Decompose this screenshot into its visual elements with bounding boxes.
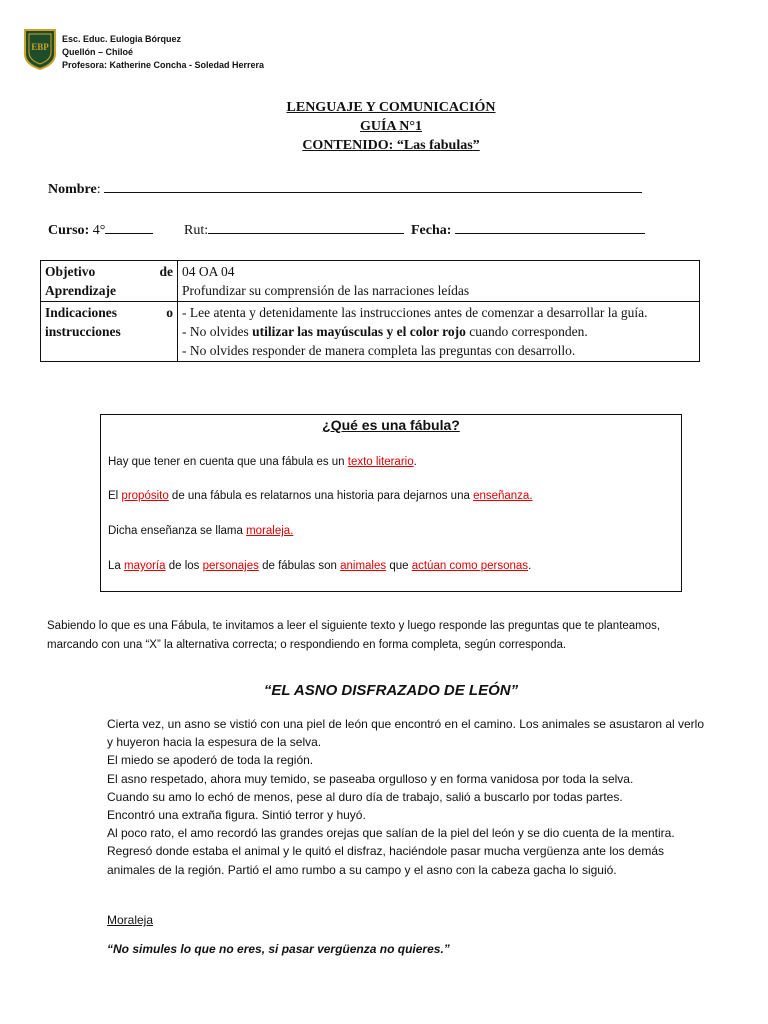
content-title: CONTENIDO: “Las fabulas” (302, 138, 480, 153)
instruction-3: - No olvides responder de manera completa las preguntas con desarrollo. (182, 343, 576, 358)
objective-text: Profundizar su comprensión de las narraciones leídas (182, 283, 470, 298)
moral-label: Moraleja (107, 913, 154, 927)
rut-row (184, 221, 404, 239)
story-paragraph: Cuando su amo lo echó de menos, pese al duro día de trabajo, salió a buscarlo por todas partes. (107, 789, 623, 804)
date-row (411, 221, 645, 239)
guide-title: GUÍA N°1 (360, 119, 422, 134)
definition-title: ¿Qué es una fábula? (322, 417, 460, 433)
story-title: “EL ASNO DISFRAZADO DE LEÓN” (263, 682, 519, 699)
instructions-value (178, 302, 700, 362)
story-paragraph: Al poco rato, el amo recordó las grandes orejas que salían de la piel del león y se dio cuenta de la mentira. (107, 826, 675, 841)
name-field[interactable] (104, 180, 642, 193)
objective-code: 04 OA 04 (182, 264, 235, 279)
objectives-table (40, 260, 700, 362)
intro-paragraph: Sabiendo lo que es una Fábula, te invitamos a leer el siguiente texto y luego responde las preguntas que te planteamos, marcando con una “X” la alternativa correcta; o respondiendo en forma completa, según corresponda. (47, 620, 661, 651)
school-city: Quellón – Chiloé (62, 47, 134, 57)
objective-value (178, 261, 700, 302)
definition-box (100, 414, 682, 592)
school-name: Esc. Educ. Eulogia Bórquez (62, 34, 182, 44)
instruction-2: - No olvides utilizar las mayúsculas y el color rojo cuando corresponden. (182, 324, 588, 339)
story-paragraph: Cierta vez, un asno se vistió con una piel de león que encontró en el camino. Los animales se asustaron al verlo y huyeron hacia la espesura de la selva. (107, 717, 705, 750)
instructions-label: Indicaciones o instrucciones (41, 302, 178, 362)
definition-line-1: Hay que tener en cuenta que una fábula es un texto literario. (108, 456, 417, 468)
date-field[interactable] (455, 221, 645, 234)
instructions-row (41, 302, 700, 362)
definition-line-3: Dicha enseñanza se llama moraleja. (108, 525, 294, 537)
course-label: Curso (48, 223, 85, 238)
story-paragraph: Encontró una extraña figura. Sintió terror y huyó. (107, 808, 366, 823)
objective-row (41, 261, 700, 302)
rut-field[interactable] (208, 221, 404, 234)
teachers: Profesora: Katherine Concha - Soledad Herrera (62, 60, 265, 70)
school-logo (23, 28, 57, 70)
name-row: Nombre: (48, 180, 642, 198)
story-paragraph: El miedo se apoderó de toda la región. (107, 753, 314, 768)
subject-title: LENGUAJE Y COMUNICACIÓN (286, 100, 496, 115)
story-paragraph: Regresó donde estaba el animal y le quitó el disfraz, haciéndole pasar mucha vergüenza ante los demás animales de la región. Partió el amo rumbo a su campo y el asno con la cabeza gacha lo siguió. (107, 844, 665, 877)
instruction-1: - Lee atenta y detenidamente las instrucciones antes de comenzar a desarrollar la guía. (182, 305, 648, 320)
date-label: Fecha: (411, 223, 452, 238)
course-field[interactable] (105, 221, 153, 234)
course-value: 4° (92, 223, 106, 238)
objective-label: Objetivo de Aprendizaje (41, 261, 178, 302)
story-paragraph: El asno respetado, ahora muy temido, se paseaba orgulloso y en forma vanidosa por toda la selva. (107, 771, 634, 786)
rut-label: Rut: (184, 223, 209, 238)
definition-line-2: El propósito de una fábula es relatarnos una historia para dejarnos una enseñanza. (108, 490, 533, 502)
story-body (107, 715, 707, 879)
svg-text:EBP: EBP (31, 42, 49, 52)
moral-text: “No simules lo que no eres, si pasar vergüenza no quieres.” (107, 942, 450, 956)
definition-line-4: La mayoría de los personajes de fábulas son animales que actúan como personas. (108, 560, 532, 572)
name-label: Nombre (48, 182, 97, 197)
course-row: Curso: 4° (48, 221, 153, 239)
school-info (62, 33, 264, 72)
